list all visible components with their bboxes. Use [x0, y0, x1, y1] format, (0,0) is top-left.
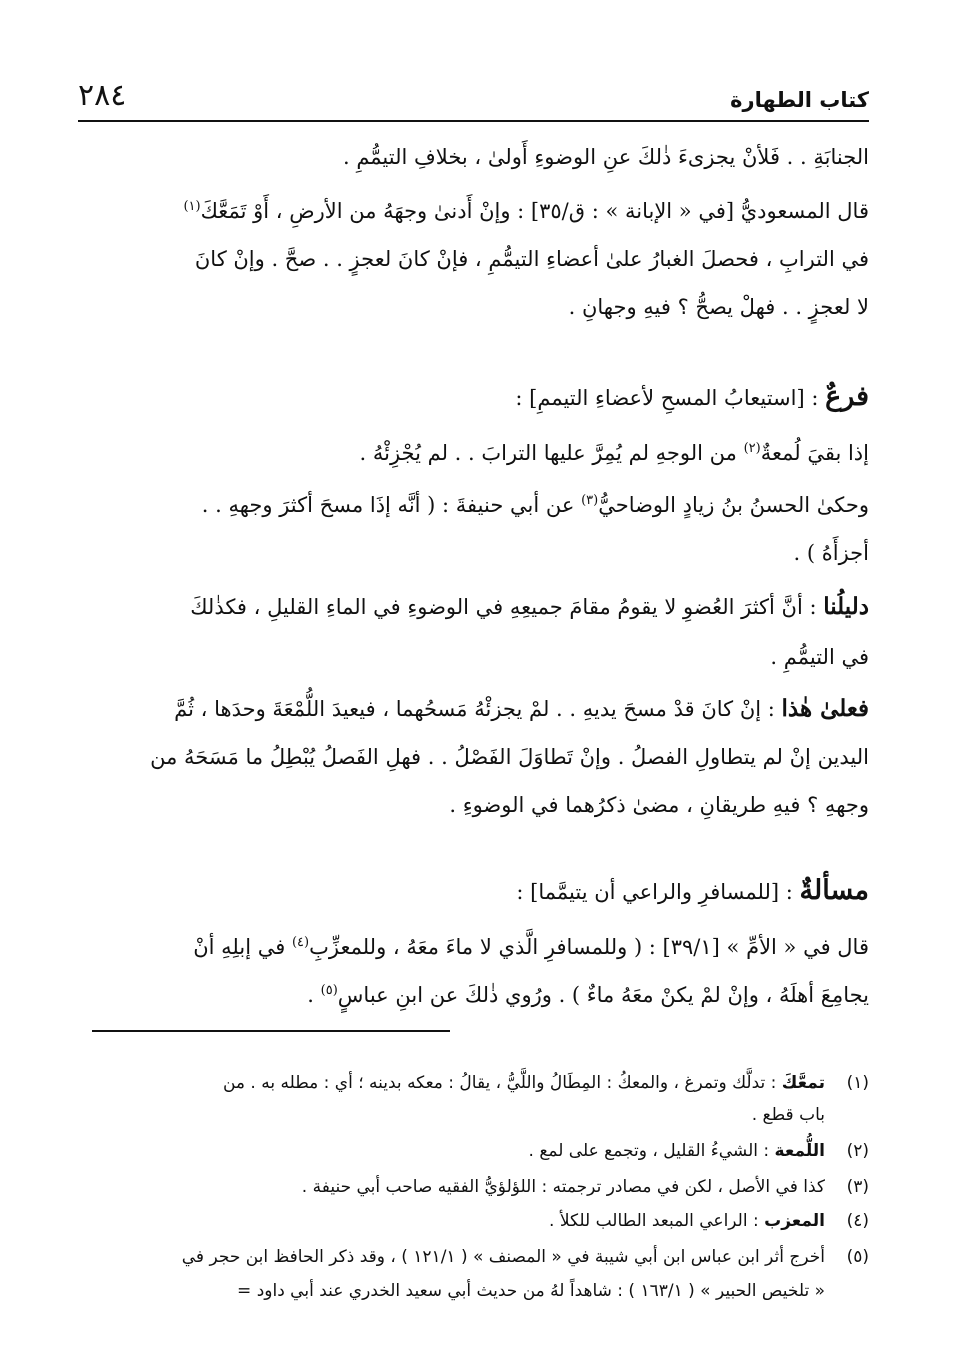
evidence-label: دليلُنا [823, 593, 869, 620]
branch-label: فرعٌ [825, 381, 869, 412]
footnote-ref-2[interactable]: (٢) [743, 441, 761, 456]
line-7-part-a: وحكىٰ الحسنُ بنُ زيادٍ الوضاحيُّ [598, 493, 869, 517]
line-2-text: قال المسعوديُّ [في « الإبانة » : ق/٣٥] : وإنْ أَدنىٰ وجهَهُ من الأرضِ ، أَوْ تَمَعَّكَ [200, 199, 869, 223]
footnote-number: (٣) [846, 1177, 869, 1197]
line-15-part-a: قال في « الأمِّ » [٣٩/١] : ( وللمسافرِ الَّذي لا ماءَ معَهُ ، وللمعزِّبِ [309, 935, 869, 959]
issue-title: : [للمسافرِ والراعي أن يتيمَّما] : [516, 880, 800, 904]
text-line-16 [78, 980, 869, 1010]
book-title: كتاب الطهارة [730, 88, 869, 112]
text-line-4: لا لعجزٍ . . فهلْ يصحُّ ؟ فيهِ وجهانِ . [568, 295, 869, 319]
footnote-text: : تدلَّك وتمرغ ، والمعكُ : المِطَالُ واللَّيُّ ، يقالُ : معكه بدينه ؛ أي : مطله به . من [222, 1073, 782, 1093]
issue-heading [78, 876, 869, 907]
text-line-13: وجههِ ؟ فيهِ طريقانِ ، مضىٰ ذكرُهما في الوضوءِ . [449, 793, 869, 817]
footnote-text: : الراعي المبعد الطالب للكلأ . [549, 1211, 765, 1231]
text-line-8: أجزأَهُ ) . [793, 541, 869, 565]
footnote-number: (٢) [846, 1141, 869, 1161]
text-line-6 [78, 438, 869, 468]
evidence-text: : أنَّ أكثرَ العُضوِ لا يقومُ مقامَ جميعِهِ في الوضوءِ في الماءِ القليلِ ، فكذٰلكَ [190, 595, 824, 619]
footnote-ref-4[interactable]: (٤) [291, 935, 310, 950]
footnote-4 [78, 1208, 869, 1234]
text-line-3: في الترابِ ، فحصلَ الغبارُ علىٰ أعضاءِ التيمُّمِ ، فإنْ كانَ لعجزٍ . . صحَّ . وإنْ كانَ [194, 247, 869, 271]
running-header [78, 78, 869, 122]
text-line-1: الجنابَةِ . . فَلأنْ يجزىءَ ذٰلكَ عنِ الوضوءِ أَولىٰ ، بخلافِ التيمُّمِ . [342, 145, 869, 169]
footnote-1-continuation: باب قطع . [751, 1105, 825, 1125]
footnote-2 [78, 1138, 869, 1164]
line-16-part-b: . [307, 983, 321, 1007]
text-line-10: في التيمُّمِ . [770, 645, 869, 669]
text-line-12: اليدين إنْ لم يتطاولِ الفصلُ . وإنْ تَطاوَلَ الفَصْلُ . . فهلِ الفَصلُ يُبْطِلُ ما مَسَحَهُ من [150, 745, 869, 769]
footnote-term: المعزب [764, 1211, 825, 1231]
footnote-number: (٤) [846, 1211, 869, 1231]
footnote-ref-5[interactable]: (٥) [320, 983, 338, 998]
footnote-text: أخرج أثر ابن عباس ابن أبي شيبة في « المصنف » ( ١٢١/١ ) ، وقد ذكر الحافظ ابن حجر في [181, 1247, 825, 1267]
footnote-5 [78, 1244, 869, 1270]
issue-label: مسألةٌ [799, 875, 869, 906]
text-line-2 [78, 196, 869, 226]
consequence-text: : إنْ كانَ قدْ مسحَ يديهِ . . لمْ يجزئْهُ مَسحُهما ، فيعيدَ اللُّمْعَةَ وحدَها ، ثُمَّ [174, 697, 782, 721]
footnote-5-continuation: « تلخيص الحبير » ( ١٦٣/١ ) : شاهداً لهُ من حديث أبي سعيد الخدري عند أبي داود = [237, 1281, 825, 1301]
line-16-part-a: يجامِعَ أهلَهُ ، وإنْ لمْ يكنْ معَهُ ماءٌ ) . ورُوي ذٰلكَ عن ابنِ عباسٍ [337, 983, 869, 1007]
branch-heading [78, 382, 869, 413]
footnote-divider [92, 1030, 450, 1032]
consequence-label: فعلىٰ هٰذا [781, 695, 869, 722]
footnote-1 [78, 1070, 869, 1096]
branch-title: : [استيعابُ المسحِ لأعضاءِ التيممِ] : [515, 386, 826, 410]
footnote-text: كذا في الأصل ، لكن في مصادر ترجمته : اللؤلؤيُّ الفقيه صاحب أبي حنيفة . [301, 1177, 825, 1197]
line-6-part-b: من الوجهِ لم يُمِرَّ عليها الترابَ . . لم يُجْزِئْهُ . [359, 441, 744, 465]
footnote-ref-3[interactable]: (٣) [581, 493, 599, 508]
footnote-ref-1[interactable]: (١) [183, 199, 201, 214]
footnote-term: تمعَّكَ [781, 1073, 825, 1093]
footnote-term: اللُّمعة [774, 1141, 825, 1161]
evidence-line [78, 592, 869, 622]
footnote-number: (١) [846, 1073, 869, 1093]
consequence-line [78, 694, 869, 724]
line-6-part-a: إذا بقيَ لُمعةٌ [760, 441, 869, 465]
footnote-text: : الشيءُ القليل ، وتجمع على لمع . [528, 1141, 775, 1161]
line-7-part-b: عن أبي حنيفةَ : ( أنَّه إذَا مسحَ أكثرَ وجههِ . . [201, 493, 582, 517]
page-number: ٢٨٤ [78, 78, 127, 113]
text-line-15 [78, 932, 869, 962]
line-15-part-b: في إبلِهِ أنْ [193, 935, 292, 959]
text-line-7 [78, 490, 869, 520]
footnote-number: (٥) [846, 1247, 869, 1267]
footnote-3 [78, 1174, 869, 1200]
